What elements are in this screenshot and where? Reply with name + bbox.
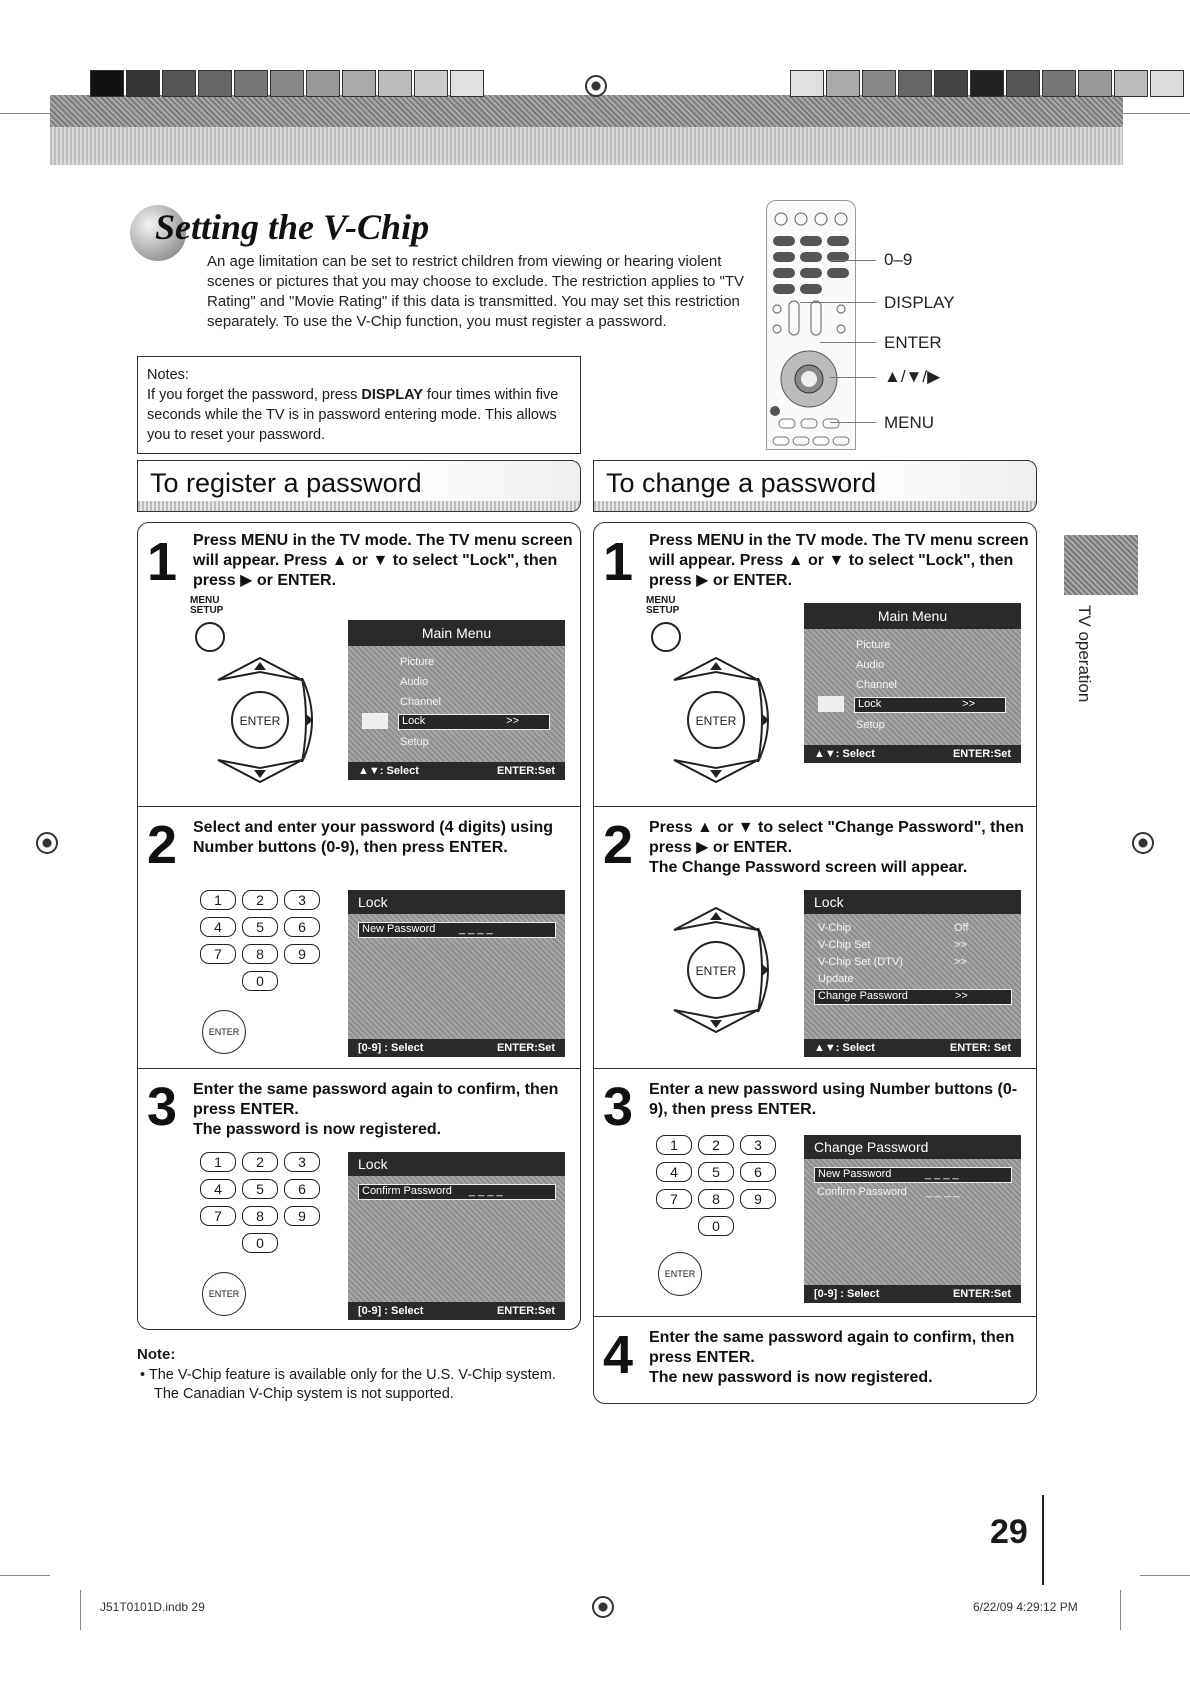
registration-mark-icon	[592, 1596, 614, 1618]
key-6: 6	[284, 917, 320, 937]
key-2: 2	[698, 1135, 734, 1155]
screen-title-bar	[804, 1135, 1021, 1159]
enter-button-icon: ENTER	[202, 1010, 246, 1054]
lock-icon	[818, 696, 844, 712]
step-divider	[137, 1068, 581, 1069]
field-label: New Password	[818, 1168, 892, 1180]
lock-row-label: V-Chip Set	[818, 939, 871, 951]
leader-line	[830, 260, 876, 261]
enter-label: ENTER	[695, 714, 737, 728]
key-0: 0	[698, 1216, 734, 1236]
step-text: Enter the same password again to confirm, then press ENTER.	[649, 1329, 1015, 1366]
menu-item-label: Lock	[858, 698, 882, 710]
step-number: 2	[147, 815, 178, 875]
footer-left: [0-9] : Select	[358, 1042, 424, 1054]
key-9: 9	[284, 944, 320, 964]
step-text-2: The password is now registered.	[193, 1121, 442, 1138]
leader-line	[830, 422, 876, 423]
step-text: Select and enter your password (4 digits) using Number buttons (0-9), then press ENTER.	[193, 819, 554, 856]
menu-button-icon	[651, 622, 681, 652]
dpad-icon	[666, 900, 781, 1035]
key-7: 7	[656, 1189, 692, 1209]
menu-item: Channel	[400, 696, 441, 708]
notes-box	[137, 356, 581, 454]
crop-line	[0, 113, 50, 114]
tv-main-menu-screen	[348, 620, 565, 780]
menu-title-bar	[348, 620, 565, 646]
footer-left: ▲▼: Select	[814, 1042, 875, 1054]
lock-row-selected	[814, 989, 1012, 1005]
step-number: 3	[603, 1077, 634, 1137]
dpad-icon	[210, 650, 325, 785]
tv-lock-new-password-screen	[348, 890, 565, 1057]
leader-line	[800, 302, 876, 303]
password-field	[358, 1184, 556, 1200]
lock-row-label: Change Password	[818, 990, 908, 1002]
registration-mark-icon	[585, 75, 607, 97]
key-8: 8	[698, 1189, 734, 1209]
footer-left: ▲▼: Select	[814, 748, 875, 760]
key-1: 1	[200, 1152, 236, 1172]
footer-file: J51T0101D.indb 29	[100, 1600, 205, 1614]
remote-label-menu: MENU	[884, 413, 935, 432]
key-0: 0	[242, 1233, 278, 1253]
footer-right: ENTER:Set	[952, 748, 1011, 760]
step-text: Press ▲ or ▼ to select "Change Password", then press ▶ or ENTER.	[649, 819, 1024, 856]
step-number: 2	[603, 815, 634, 875]
menu-item-arrow: >>	[506, 715, 519, 727]
crop-line	[1120, 1590, 1121, 1630]
menu-title-bar	[804, 603, 1021, 629]
step-text-2: The new password is now registered.	[649, 1369, 933, 1386]
screen-footer	[348, 1302, 565, 1320]
number-pad	[656, 1135, 786, 1234]
key-5: 5	[242, 917, 278, 937]
lock-row-value: Off	[954, 922, 969, 934]
step-number: 1	[147, 532, 178, 592]
field-value: _ _ _ _	[925, 1168, 959, 1180]
field-value: _ _ _ _	[469, 1185, 503, 1197]
key-3: 3	[740, 1135, 776, 1155]
screen-footer	[804, 1039, 1021, 1057]
notes-text-post: four times within five seconds while the TV is in password entering mode. This allows you to reset your password.	[147, 387, 559, 443]
page-number-rule	[1042, 1495, 1044, 1585]
menu-item: Audio	[856, 659, 885, 671]
screen-title-bar	[804, 890, 1021, 914]
step-text: Press MENU in the TV mode. The TV menu screen will appear. Press ▲ or ▼ to select "Lock", then press ▶ or ENTER.	[649, 532, 1029, 589]
menu-footer	[348, 762, 565, 780]
dpad-icon	[666, 650, 781, 785]
enter-label: ENTER	[239, 714, 281, 728]
key-5: 5	[698, 1162, 734, 1182]
key-8: 8	[242, 944, 278, 964]
screen-title: Lock	[358, 1156, 388, 1172]
step-divider	[593, 806, 1037, 807]
remote-label-enter: ENTER	[884, 333, 942, 352]
leader-line	[830, 377, 876, 378]
step-divider	[137, 806, 581, 807]
key-9: 9	[284, 1206, 320, 1226]
key-5: 5	[242, 1179, 278, 1199]
lock-row-value: >>	[954, 939, 967, 951]
menu-item-selected	[854, 697, 1006, 713]
menu-item-selected	[398, 714, 550, 730]
footer-left: [0-9] : Select	[358, 1305, 424, 1317]
key-1: 1	[656, 1135, 692, 1155]
remote-control-icon	[767, 201, 855, 449]
footer-right: ENTER:Set	[496, 1305, 555, 1317]
menu-title: Main Menu	[877, 608, 948, 624]
screen-title-bar	[348, 890, 565, 914]
crop-line	[1123, 113, 1190, 114]
page-number: 29	[990, 1513, 1028, 1551]
lock-row-value: >>	[955, 990, 968, 1002]
tv-change-password-screen	[804, 1135, 1021, 1303]
tv-main-menu-screen	[804, 603, 1021, 763]
key-7: 7	[200, 1206, 236, 1226]
enter-button-icon: ENTER	[202, 1272, 246, 1316]
crop-line	[1140, 1575, 1190, 1576]
step-text: Enter a new password using Number buttons (0-9), then press ENTER.	[649, 1081, 1018, 1118]
lock-row-label: V-Chip	[818, 922, 852, 934]
menu-item-arrow: >>	[962, 698, 975, 710]
screen-title: Lock	[814, 894, 844, 910]
lock-icon	[362, 713, 388, 729]
key-9: 9	[740, 1189, 776, 1209]
key-2: 2	[242, 1152, 278, 1172]
registration-mark-icon	[1132, 832, 1154, 854]
menu-button-icon	[195, 622, 225, 652]
footer-right: ENTER:Set	[496, 765, 555, 777]
color-bar-right	[790, 70, 1184, 97]
color-bar-left	[90, 70, 484, 97]
footer-right: ENTER: Set	[949, 1042, 1011, 1054]
menu-item: Audio	[400, 676, 429, 688]
menu-item: Picture	[400, 656, 435, 668]
key-2: 2	[242, 890, 278, 910]
crop-line	[0, 1575, 50, 1576]
footer-right: ENTER:Set	[952, 1288, 1011, 1300]
note-body: The V-Chip feature is available only for the U.S. V-Chip system. The Canadian V-Chip system is not supported.	[148, 1367, 556, 1402]
remote-label-display: DISPLAY	[884, 293, 955, 312]
step-number: 4	[603, 1325, 634, 1385]
leader-line	[820, 342, 876, 343]
menu-item-label: Lock	[402, 715, 426, 727]
key-4: 4	[200, 917, 236, 937]
key-8: 8	[242, 1206, 278, 1226]
register-heading: To register a password	[150, 468, 422, 498]
screen-footer	[804, 1285, 1021, 1303]
footer-timestamp: 6/22/09 4:29:12 PM	[973, 1600, 1078, 1614]
field-label: Confirm Password	[362, 1185, 452, 1197]
footer-right: ENTER:Set	[496, 1042, 555, 1054]
key-4: 4	[200, 1179, 236, 1199]
screen-title: Lock	[358, 894, 388, 910]
enter-label: ENTER	[695, 964, 737, 978]
menu-item: Setup	[400, 736, 429, 748]
password-field	[358, 922, 556, 938]
footer-left: [0-9] : Select	[814, 1288, 880, 1300]
key-0: 0	[242, 971, 278, 991]
step-number: 1	[603, 532, 634, 592]
footer-left: ▲▼: Select	[358, 765, 419, 777]
tv-lock-confirm-password-screen	[348, 1152, 565, 1320]
screen-footer	[348, 1039, 565, 1057]
key-1: 1	[200, 890, 236, 910]
field-value: _ _ _ _	[459, 923, 493, 935]
lock-row-label: V-Chip Set (DTV)	[818, 956, 903, 968]
menu-item: Channel	[856, 679, 897, 691]
menu-setup-label: MENU SETUP	[190, 595, 224, 616]
key-7: 7	[200, 944, 236, 964]
screen-title: Change Password	[814, 1139, 929, 1155]
step-divider	[593, 1068, 1037, 1069]
password-field	[814, 1167, 1012, 1183]
step-text: Press MENU in the TV mode. The TV menu screen will appear. Press ▲ or ▼ to select "Lock", then press ▶ or ENTER.	[193, 532, 573, 589]
screen-title-bar	[348, 1152, 565, 1176]
remote-control-illustration	[766, 200, 856, 450]
menu-setup-label: MENU SETUP	[646, 595, 680, 616]
tv-lock-menu-screen	[804, 890, 1021, 1057]
change-heading: To change a password	[606, 468, 877, 498]
notes-text-bold: DISPLAY	[361, 387, 423, 403]
lock-row-value: >>	[954, 956, 967, 968]
key-6: 6	[284, 1179, 320, 1199]
menu-item: Setup	[856, 719, 885, 731]
notes-text-pre: If you forget the password, press	[147, 387, 362, 403]
key-3: 3	[284, 890, 320, 910]
crop-line	[80, 1590, 81, 1630]
change-section-header	[593, 460, 1037, 512]
step-text-2: The Change Password screen will appear.	[649, 859, 968, 876]
enter-button-icon: ENTER	[658, 1252, 702, 1296]
page-title: Setting the V-Chip	[155, 207, 430, 247]
remote-label-numbers: 0–9	[884, 250, 913, 269]
key-6: 6	[740, 1162, 776, 1182]
note-heading: Note:	[137, 1346, 176, 1363]
key-3: 3	[284, 1152, 320, 1172]
field-label: Confirm Password	[817, 1186, 907, 1198]
registration-mark-icon	[36, 832, 58, 854]
side-tab	[1064, 535, 1138, 595]
remote-label-arrows: ▲/▼/▶	[884, 367, 941, 386]
notes-heading: Notes:	[147, 367, 189, 383]
field-value: _ _ _ _	[926, 1186, 960, 1198]
menu-item: Picture	[856, 639, 891, 651]
menu-footer	[804, 745, 1021, 763]
register-section-header	[137, 460, 581, 512]
side-tab-label: TV operation	[1075, 605, 1094, 703]
number-pad	[200, 1152, 330, 1251]
step-divider	[593, 1316, 1037, 1317]
header-banner-dark	[50, 95, 1123, 127]
lock-row-label: Update	[818, 973, 854, 985]
intro-text: An age limitation can be set to restrict children from viewing or hearing violent scenes or pictures that you may choose to exclude. The restriction applies to "TV Rating" and "Movie Rating" if this data is transmitted. You may set this restriction separately. To use the V-Chip function, you must register a password.	[207, 253, 744, 330]
number-pad	[200, 890, 330, 989]
step-number: 3	[147, 1077, 178, 1137]
step-text: Enter the same password again to confirm, then press ENTER.	[193, 1081, 559, 1118]
menu-title: Main Menu	[421, 625, 492, 641]
key-4: 4	[656, 1162, 692, 1182]
note-text: • The V-Chip feature is available only for the U.S. V-Chip system. The Canadian V-Chip system is not supported.	[140, 1367, 556, 1402]
field-label: New Password	[362, 923, 436, 935]
